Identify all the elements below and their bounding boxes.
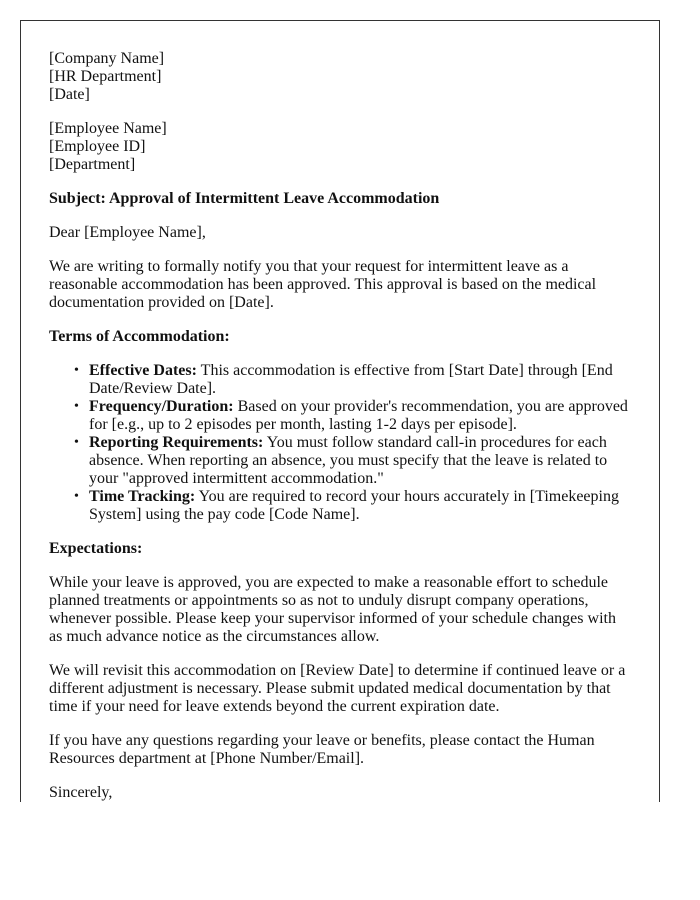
expectations-paragraph: While your leave is approved, you are expected to make a reasonable effort to schedule planned treatments or appointments so as not to unduly disrupt company operations, whenever possible. Please keep your supervisor informed of your schedule changes with as much advance notice as the circumstances allow. xyxy=(49,574,616,645)
bullet-icon: • xyxy=(74,363,79,378)
recipient-block xyxy=(49,120,629,174)
letter-page xyxy=(20,20,660,802)
salutation: Dear [Employee Name], xyxy=(49,224,206,241)
term-text: Based on your provider's recommendation, you are approved for [e.g., up to 2 episodes per month, lasting 1-2 days per episode]. xyxy=(89,398,628,433)
recipient-id: [Employee ID] xyxy=(49,138,146,155)
terms-list xyxy=(49,362,629,524)
letter-content xyxy=(49,50,629,802)
closing: Sincerely, xyxy=(49,784,113,801)
term-label: Frequency/Duration: xyxy=(89,398,234,415)
term-item-effective-dates xyxy=(74,362,629,398)
intro-paragraph: We are writing to formally notify you that your request for intermittent leave as a reasonable accommodation has been approved. This approval is based on the medical documentation provided on [Date]. xyxy=(49,258,597,311)
term-text: You are required to record your hours accurately in [Timekeeping System] using the pay code [Code Name]. xyxy=(89,488,619,523)
recipient-department: [Department] xyxy=(49,156,136,173)
bullet-icon: • xyxy=(74,435,79,450)
term-item-time-tracking xyxy=(74,488,629,524)
letter-date: [Date] xyxy=(49,86,90,103)
sender-block xyxy=(49,50,629,104)
sender-department: [HR Department] xyxy=(49,68,162,85)
expectations-heading: Expectations: xyxy=(49,540,143,557)
term-text: You must follow standard call-in procedures for each absence. When reporting an absence, you must specify that the leave is related to your "approved intermittent accommodation." xyxy=(89,434,608,487)
term-item-frequency-duration xyxy=(74,398,629,434)
term-label: Time Tracking: xyxy=(89,488,196,505)
terms-heading: Terms of Accommodation: xyxy=(49,328,230,345)
bullet-icon: • xyxy=(74,399,79,414)
term-label: Reporting Requirements: xyxy=(89,434,264,451)
bullet-icon: • xyxy=(74,489,79,504)
term-label: Effective Dates: xyxy=(89,362,197,379)
review-paragraph: We will revisit this accommodation on [Review Date] to determine if continued leave or a different adjustment is necessary. Please submit updated medical documentation by that time if your need for leave extends beyond the current expiration date. xyxy=(49,662,626,715)
subject-line: Subject: Approval of Intermittent Leave Accommodation xyxy=(49,190,440,207)
term-item-reporting-requirements xyxy=(74,434,629,488)
sender-company: [Company Name] xyxy=(49,50,165,67)
contact-paragraph: If you have any questions regarding your leave or benefits, please contact the Human Resources department at [Phone Number/Email]. xyxy=(49,732,595,767)
term-text: This accommodation is effective from [Start Date] through [End Date/Review Date]. xyxy=(89,362,613,397)
recipient-name: [Employee Name] xyxy=(49,120,167,137)
